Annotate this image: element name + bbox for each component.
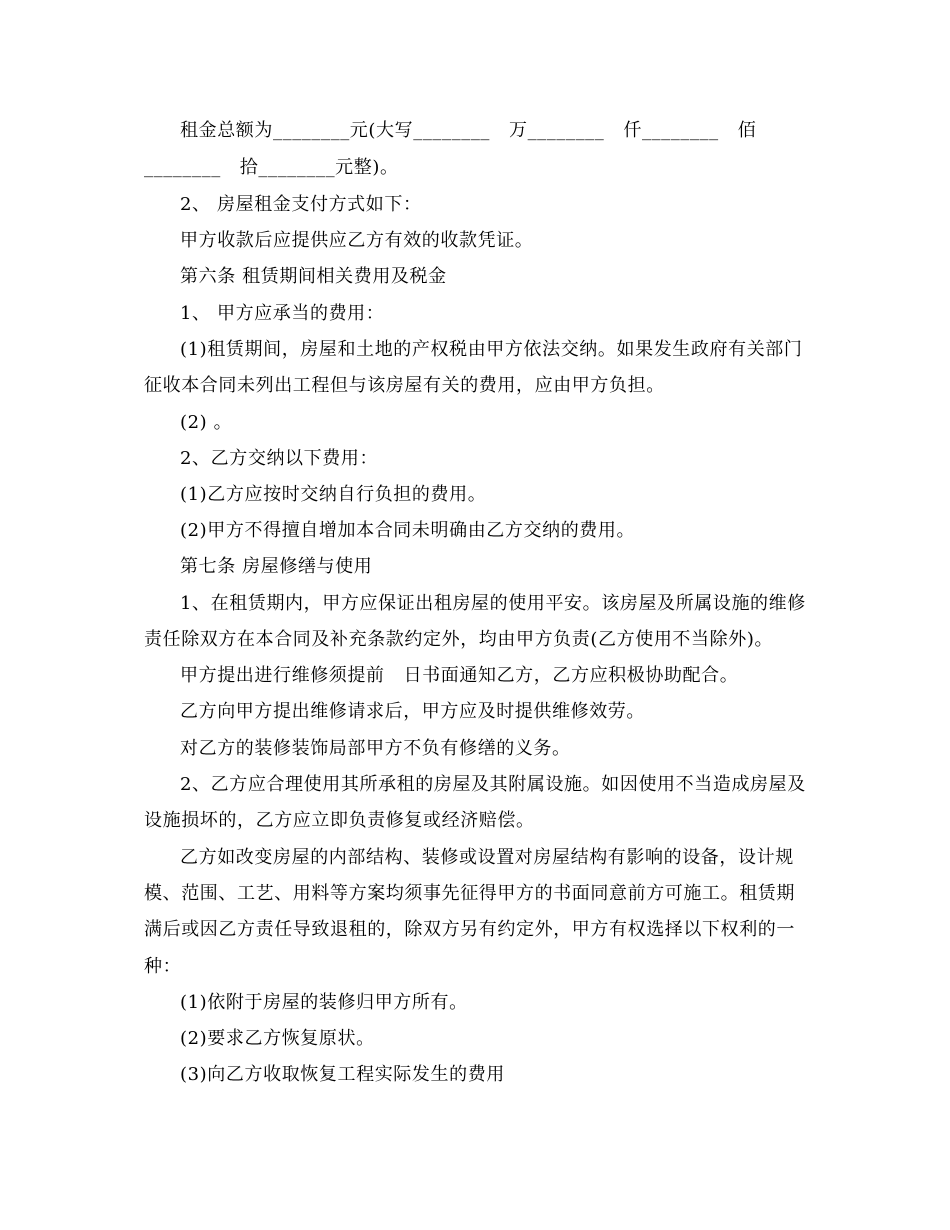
text-line: (2)要求乙方恢复原状。 bbox=[180, 1028, 375, 1049]
text-line: 对乙方的装修装饰局部甲方不负有修缮的义务。 bbox=[180, 738, 571, 759]
text-line: 2、乙方交纳以下费用： bbox=[180, 448, 379, 469]
text-line: 满后或因乙方责任导致退租的，除双方另有约定外，甲方有权选择以下权利的一 bbox=[144, 919, 795, 940]
text-line: 征收本合同未列出工程但与该房屋有关的费用，应由甲方负担。 bbox=[144, 375, 665, 396]
text-line: (1)租赁期间，房屋和土地的产权税由甲方依法交纳。如果发生政府有关部门 bbox=[180, 339, 803, 360]
text-line: 种： bbox=[144, 956, 182, 977]
text-line: 设施损坏的，乙方应立即负责修复或经济赔偿。 bbox=[144, 810, 535, 831]
text-line: 责任除双方在本合同及补充条款约定外，均由甲方负责(乙方使用不当除外)。 bbox=[144, 629, 774, 650]
text-line: ________ 拾________元整)。 bbox=[144, 157, 399, 178]
section-heading: 第六条 租赁期间相关费用及税金 bbox=[180, 266, 447, 287]
text-line: 模、范围、工艺、用料等方案均须事先征得甲方的书面同意前方可施工。租赁期 bbox=[144, 883, 795, 904]
text-line: 2、乙方应合理使用其所承租的房屋及其附属设施。如因使用不当造成房屋及 bbox=[180, 774, 806, 795]
text-line: (3)向乙方收取恢复工程实际发生的费用 bbox=[180, 1064, 505, 1085]
text-line: (1)乙方应按时交纳自行负担的费用。 bbox=[180, 484, 487, 505]
text-line: (2)甲方不得擅自增加本合同未明确由乙方交纳的费用。 bbox=[180, 520, 636, 541]
text-line: 1、 甲方应承当的费用： bbox=[180, 303, 385, 324]
text-line: 乙方如改变房屋的内部结构、装修或设置对房屋结构有影响的设备，设计规 bbox=[180, 847, 794, 868]
text-line: 1、在租赁期内，甲方应保证出租房屋的使用平安。该房屋及所属设施的维修 bbox=[180, 593, 806, 614]
text-line: (1)依附于房屋的装修归甲方所有。 bbox=[180, 992, 468, 1013]
text-line: (2) 。 bbox=[180, 412, 233, 433]
section-heading: 第七条 房屋修缮与使用 bbox=[180, 556, 373, 577]
text-line: 甲方收款后应提供应乙方有效的收款凭证。 bbox=[180, 230, 534, 251]
text-line: 租金总额为________元(大写________ 万________ 仟________ 佰 bbox=[180, 120, 757, 141]
text-line: 甲方提出进行维修须提前 日书面通知乙方，乙方应积极协助配合。 bbox=[180, 665, 739, 686]
text-line: 乙方向甲方提出维修请求后，甲方应及时提供维修效劳。 bbox=[180, 701, 645, 722]
text-line: 2、 房屋租金支付方式如下： bbox=[180, 194, 422, 215]
